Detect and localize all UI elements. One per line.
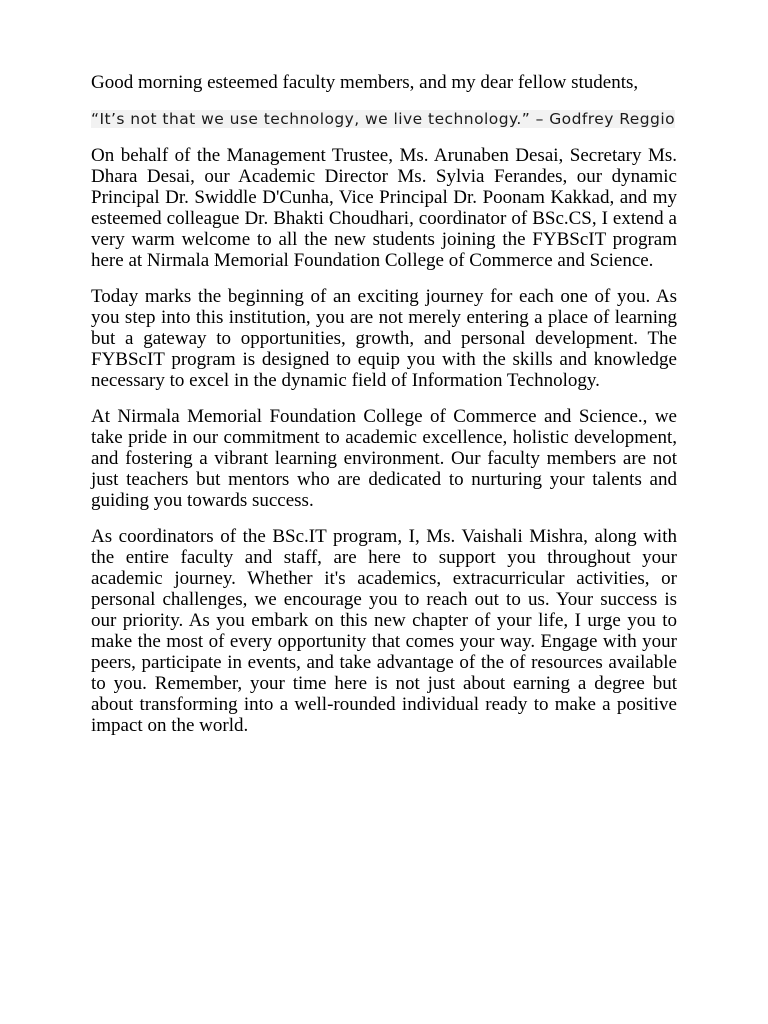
quote-text: “It’s not that we use technology, we live technology.” – Godfrey Reggio bbox=[91, 110, 676, 128]
coordinators-paragraph: As coordinators of the BSc.IT program, I, Ms. Vaishali Mishra, along with the entire faculty and staff, are here to support you throughout your academic journey. Whether it's academics, extracurricular activities, or personal challenges, we encourage you to reach out to us. Your success is our priority. As you embark on this new chapter of your life, I urge you to make the most of every opportunity that comes your way. Engage with your peers, participate in events, and take advantage of the of resources available to you. Remember, your time here is not just about earning a degree but about transforming into a well-rounded individual ready to make a positive impact on the world. bbox=[91, 526, 677, 736]
document-page bbox=[91, 72, 677, 751]
greeting-paragraph: Good morning esteemed faculty members, and my dear fellow students, bbox=[91, 72, 639, 93]
quote-paragraph bbox=[91, 108, 677, 130]
welcome-paragraph: On behalf of the Management Trustee, Ms. Arunaben Desai, Secretary Ms. Dhara Desai, our Academic Director Ms. Sylvia Ferandes, our dynamic Principal Dr. Swiddle D'Cunha, Vice Principal Dr. Poonam Kakkad, and my esteemed colleague Dr. Bhakti Choudhari, coordinator of BSc.CS, I extend a very warm welcome to all the new students joining the FYBScIT program here at Nirmala Memorial Foundation College of Commerce and Science. bbox=[91, 145, 677, 271]
college-paragraph: At Nirmala Memorial Foundation College of Commerce and Science., we take pride in our commitment to academic excellence, holistic development, and fostering a vibrant learning environment. Our faculty members are not just teachers but mentors who are dedicated to nurturing your talents and guiding you towards success. bbox=[91, 406, 677, 511]
journey-paragraph: Today marks the beginning of an exciting journey for each one of you. As you step into this institution, you are not merely entering a place of learning but a gateway to opportunities, growth, and personal development. The FYBScIT program is designed to equip you with the skills and knowledge necessary to excel in the dynamic field of Information Technology. bbox=[91, 286, 677, 391]
